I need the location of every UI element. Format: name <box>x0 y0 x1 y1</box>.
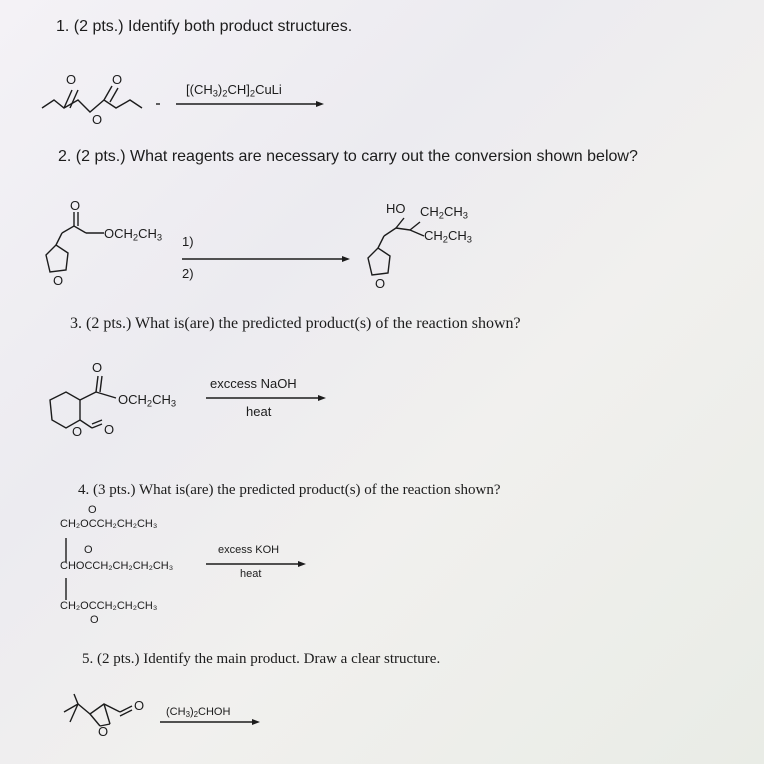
q3-reagent-label: exccess NaOH <box>210 376 297 391</box>
q1-bridge-oxygen: O <box>92 112 103 127</box>
q1-reagent-label: $[(CH_3)_2CH]_2CuLi$ <box>186 82 282 99</box>
q2-step-2: 2) <box>182 266 194 281</box>
question-2-heading: 2. (2 pts.) What reagents are necessary to carry out the conversion shown below? <box>58 148 638 165</box>
q3-carbonyl-oxygen: O <box>92 360 103 375</box>
q4-condition-label: heat <box>240 568 262 580</box>
q2-ester-group: $OCH_2CH_3$ <box>104 226 163 243</box>
q5-epoxide-oxygen: O <box>98 724 109 739</box>
q5-reagent-label: $(CH_3)_2CHOH$ <box>166 706 231 719</box>
q3-lactone-oxygen: O <box>104 422 115 437</box>
q4-ester-row-2: CHOCCH₂CH₂CH₂CH₃ <box>60 560 174 572</box>
question-4-heading: 4. (3 pts.) What is(are) the predicted product(s) of the reaction shown? <box>78 482 501 498</box>
q1-carbonyl-oxygen-1: O <box>66 72 77 87</box>
q4-oxygen-middle: O <box>84 544 93 556</box>
question-1-heading: 1. (2 pts.) Identify both product structures. <box>56 18 353 35</box>
q4-ester-row-3: CH₂OCCH₂CH₂CH₃ <box>60 600 158 612</box>
q3-ring-oxygen: O <box>72 424 83 439</box>
lactone-ester-structure <box>50 376 116 428</box>
q5-carbonyl-oxygen: O <box>134 698 145 713</box>
q2-furan-oxygen-left: O <box>53 273 64 288</box>
q2-carbonyl-oxygen: O <box>70 198 81 213</box>
q2-product-hydroxyl: HO <box>386 201 406 216</box>
q4-ester-row-1: CH₂OCCH₂CH₂CH₃ <box>60 518 158 530</box>
question-3-heading: 3. (2 pts.) What is(are) the predicted product(s) of the reaction shown? <box>70 315 521 332</box>
q4-oxygen-top: O <box>88 504 97 516</box>
furan-alcohol-structure <box>368 218 424 275</box>
q2-furan-oxygen-right: O <box>375 276 386 291</box>
q3-ester-group: $OCH_2CH_3$ <box>118 392 177 409</box>
q3-condition-label: heat <box>246 404 272 419</box>
q4-oxygen-bottom: O <box>90 614 99 626</box>
q2-product-ethyl-top: $CH_2CH_3$ <box>420 204 468 221</box>
anhydride-structure <box>42 86 160 112</box>
epoxy-ketone-structure <box>64 694 132 726</box>
furan-ester-structure <box>46 212 104 272</box>
question-5-heading: 5. (2 pts.) Identify the main product. Draw a clear structure. <box>82 651 441 667</box>
q4-reagent-label: excess KOH <box>218 544 280 556</box>
q2-product-ethyl-bottom: $CH_2CH_3$ <box>424 228 472 245</box>
q1-carbonyl-oxygen-2: O <box>112 72 123 87</box>
q2-step-1: 1) <box>182 234 194 249</box>
